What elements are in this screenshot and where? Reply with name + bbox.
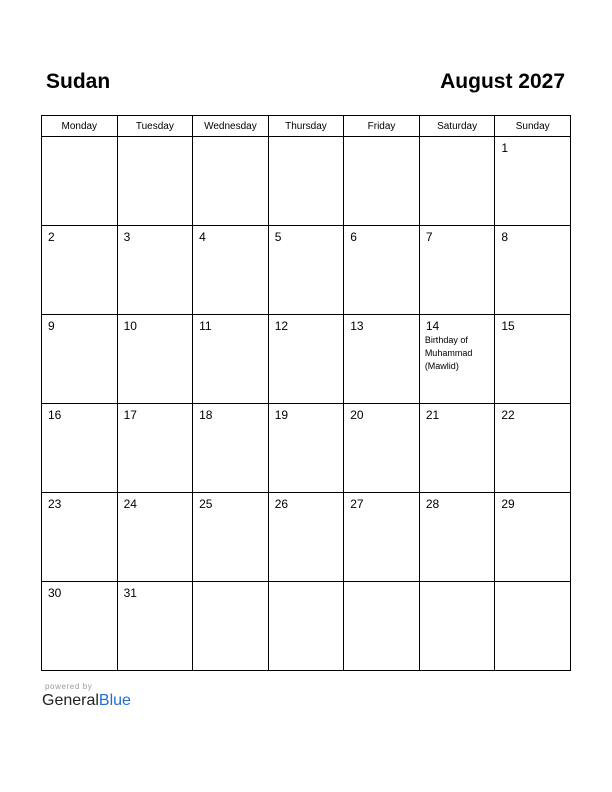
- day-cell: [42, 493, 118, 582]
- day-number: 8: [501, 230, 509, 244]
- day-number: 9: [48, 319, 55, 333]
- day-cell: [495, 582, 571, 671]
- day-number: 18: [199, 408, 213, 422]
- day-number: 21: [425, 408, 440, 422]
- day-cell: [193, 137, 269, 226]
- weekday-header: Tuesday: [117, 116, 193, 137]
- day-cell: [117, 404, 193, 493]
- country-title: Sudan: [46, 70, 111, 93]
- day-number: 7: [425, 230, 433, 244]
- day-cell: [495, 404, 571, 493]
- week-row: [42, 226, 571, 315]
- day-cell: [193, 404, 269, 493]
- day-cell: [419, 137, 495, 226]
- day-cell: [268, 315, 344, 404]
- day-cell: [117, 493, 193, 582]
- day-number: 28: [425, 497, 440, 511]
- week-row: [42, 493, 571, 582]
- day-cell: [344, 137, 420, 226]
- day-cell: [117, 315, 193, 404]
- day-number: 26: [274, 497, 289, 511]
- day-number: 27: [350, 497, 364, 511]
- day-cell: [495, 315, 571, 404]
- week-row: [42, 582, 571, 671]
- day-number: 19: [274, 408, 289, 422]
- holiday-event: Birthday of Muhammad (Mawlid): [424, 335, 473, 371]
- day-cell: [419, 404, 495, 493]
- day-cell: [419, 493, 495, 582]
- day-cell: [495, 226, 571, 315]
- day-cell: [117, 226, 193, 315]
- day-number: 10: [123, 319, 137, 333]
- day-number: 4: [199, 230, 206, 244]
- day-cell: [268, 404, 344, 493]
- day-cell: [117, 582, 193, 671]
- footer: [42, 682, 131, 710]
- weekday-header: Monday: [42, 116, 118, 137]
- day-cell: [268, 137, 344, 226]
- day-cell: [419, 226, 495, 315]
- day-number: 23: [48, 497, 62, 511]
- day-cell: [268, 226, 344, 315]
- day-cell: [117, 137, 193, 226]
- day-cell: [193, 582, 269, 671]
- day-cell: [344, 315, 420, 404]
- day-cell: [42, 315, 118, 404]
- weekday-header: Wednesday: [193, 116, 269, 137]
- day-cell: [495, 493, 571, 582]
- day-cell: [268, 582, 344, 671]
- week-row: [42, 404, 571, 493]
- day-number: 24: [123, 497, 137, 511]
- day-number: 15: [501, 319, 515, 333]
- day-cell: [193, 226, 269, 315]
- day-cell: [42, 137, 118, 226]
- calendar: [41, 115, 571, 674]
- weekday-header: Saturday: [419, 116, 495, 137]
- calendar-grid: [41, 115, 571, 671]
- powered-by-text: powered by: [45, 682, 93, 691]
- brand-general: General: [42, 692, 99, 709]
- day-number: 5: [274, 230, 282, 244]
- day-cell: [193, 493, 269, 582]
- week-row: [42, 315, 571, 404]
- day-cell: [268, 493, 344, 582]
- weekday-header: Thursday: [268, 116, 344, 137]
- day-cell: [42, 404, 118, 493]
- weekday-header-row: [42, 116, 571, 137]
- day-cell: [495, 137, 571, 226]
- day-number: 16: [48, 408, 62, 422]
- day-cell: [42, 582, 118, 671]
- day-cell: [344, 582, 420, 671]
- month-year-title: August 2027: [440, 70, 565, 93]
- calendar-body: [42, 137, 571, 671]
- day-number: 2: [48, 230, 55, 244]
- day-number: 22: [501, 408, 515, 422]
- day-number: 1: [501, 141, 509, 155]
- day-number: 11: [199, 319, 212, 333]
- day-cell: [419, 582, 495, 671]
- day-number: 20: [350, 408, 364, 422]
- day-cell: [419, 315, 495, 404]
- day-number: 13: [350, 319, 364, 333]
- day-number: 14: [425, 319, 440, 333]
- brand-blue: Blue: [98, 692, 131, 709]
- weekday-header: Sunday: [495, 116, 571, 137]
- day-cell: [42, 226, 118, 315]
- day-number: 6: [350, 230, 357, 244]
- day-number: 17: [123, 408, 137, 422]
- generalblue-logo[interactable]: [42, 692, 131, 710]
- day-cell: [344, 226, 420, 315]
- week-row: [42, 137, 571, 226]
- day-cell: [344, 404, 420, 493]
- day-cell: [193, 315, 269, 404]
- day-number: 25: [199, 497, 213, 511]
- day-number: 31: [123, 586, 137, 600]
- day-number: 29: [501, 497, 515, 511]
- day-number: 3: [123, 230, 131, 244]
- day-number: 12: [274, 319, 289, 333]
- day-number: 30: [48, 586, 62, 600]
- day-cell: [344, 493, 420, 582]
- weekday-header: Friday: [344, 116, 420, 137]
